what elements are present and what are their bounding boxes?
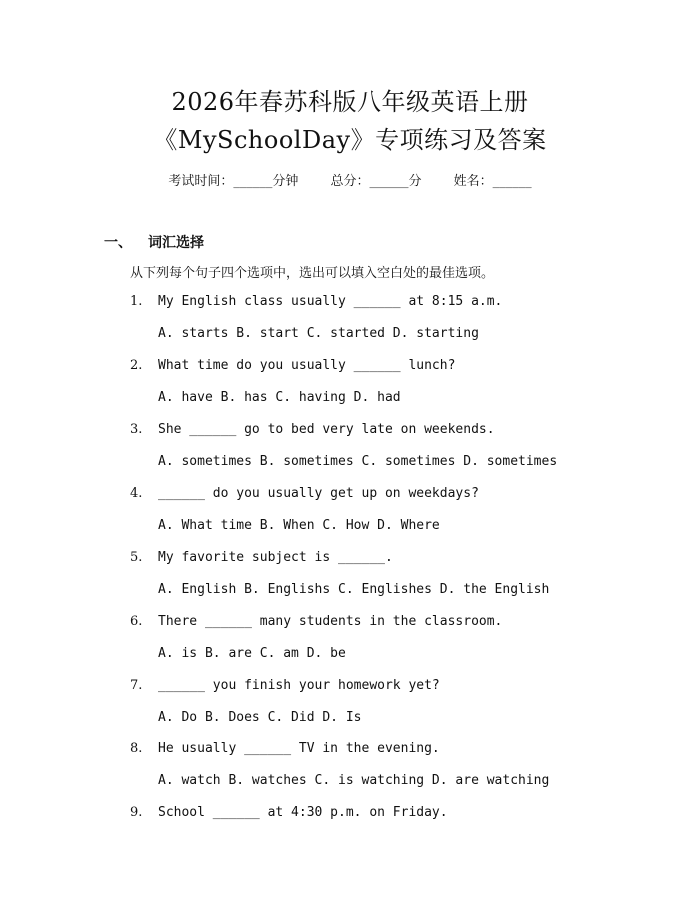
- question-text: School ______ at 4:30 p.m. on Friday.: [158, 805, 448, 820]
- question-number: 6.: [130, 614, 143, 629]
- exam-time: 考试时间：______分钟: [168, 174, 299, 189]
- section-heading: [104, 232, 204, 252]
- question-6-options: A. is B. are C. am D. be: [158, 646, 346, 661]
- question-text: She ______ go to bed very late on weekends.: [158, 422, 495, 437]
- question-7-options: A. Do B. Does C. Did D. Is: [158, 710, 362, 725]
- question-number: 3.: [130, 422, 143, 437]
- question-5: [130, 550, 393, 565]
- exam-name: 姓名：______: [453, 174, 532, 189]
- question-number: 8.: [130, 741, 143, 756]
- exam-meta: [0, 170, 700, 189]
- question-6: [130, 614, 502, 629]
- question-2-options: A. have B. has C. having D. had: [158, 390, 401, 405]
- question-number: 5.: [130, 550, 143, 565]
- question-number: 2.: [130, 358, 143, 373]
- question-3: [130, 422, 495, 437]
- question-1: [130, 294, 502, 309]
- question-7: [130, 678, 440, 693]
- page-title-line-2: 《MySchoolDay》专项练习及答案: [153, 126, 547, 154]
- question-text: There ______ many students in the classroom.: [158, 614, 503, 629]
- question-text: ______ you finish your homework yet?: [158, 678, 440, 693]
- question-8: [130, 741, 440, 756]
- question-2: [130, 358, 455, 373]
- question-number: 7.: [130, 678, 143, 693]
- question-1-options: A. starts B. start C. started D. starting: [158, 326, 479, 341]
- question-text: He usually ______ TV in the evening.: [158, 741, 440, 756]
- question-text: What time do you usually ______ lunch?: [158, 358, 456, 373]
- question-text: My English class usually ______ at 8:15 a.m.: [158, 294, 503, 309]
- question-3-options: A. sometimes B. sometimes C. sometimes D. sometimes: [158, 454, 558, 469]
- exam-score: 总分：______分: [330, 174, 422, 189]
- question-number: 1.: [130, 294, 143, 309]
- question-text: My favorite subject is ______.: [158, 550, 393, 565]
- page-title-line-1: 2026年春苏科版八年级英语上册: [171, 88, 529, 116]
- question-8-options: A. watch B. watches C. is watching D. are watching: [158, 773, 550, 788]
- section-instruction: 从下列每个句子四个选项中，选出可以填入空白处的最佳选项。: [130, 266, 495, 281]
- question-9: [130, 805, 448, 820]
- question-4-options: A. What time B. When C. How D. Where: [158, 518, 440, 533]
- question-5-options: A. English B. Englishs C. Englishes D. the English: [158, 582, 550, 597]
- question-number: 4.: [130, 486, 143, 501]
- section-number: 一、: [104, 235, 132, 251]
- question-number: 9.: [130, 805, 143, 820]
- question-text: ______ do you usually get up on weekdays?: [158, 486, 479, 501]
- section-title: 词汇选择: [148, 235, 204, 251]
- question-4: [130, 486, 479, 501]
